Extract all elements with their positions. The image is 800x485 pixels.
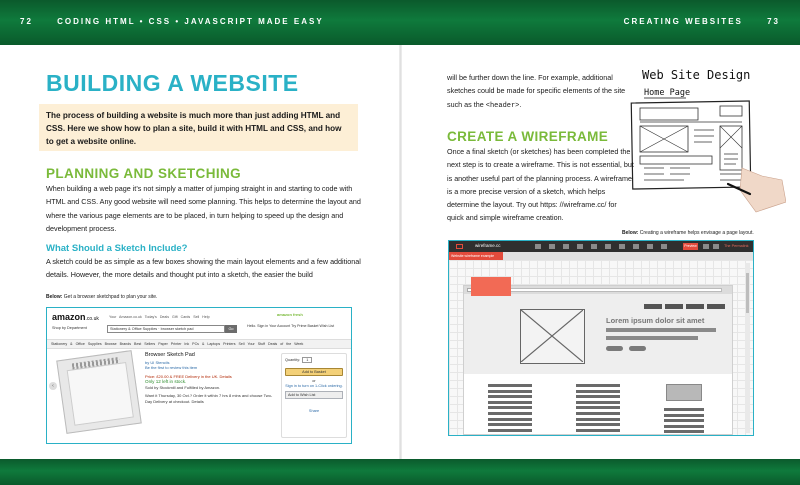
image-placeholder[interactable] bbox=[520, 309, 585, 364]
wireframe-browser-frame[interactable] bbox=[463, 285, 733, 435]
product-title: Browser Sketch Pad bbox=[145, 352, 195, 358]
amazon-fresh-badge[interactable]: amazon fresh bbox=[277, 312, 309, 322]
product-byline[interactable]: by UI Stencils bbox=[145, 359, 170, 365]
tool-icon[interactable] bbox=[577, 244, 583, 249]
canvas-scrollbar[interactable] bbox=[745, 263, 750, 433]
tool-icon[interactable] bbox=[647, 244, 653, 249]
amazon-top-links[interactable]: Your Amazon.co.uk Today's Deals Gift Cards Sell Help bbox=[109, 315, 210, 319]
amazon-account-menu[interactable]: Hello. Sign in Your Account Try Prime Basket Wish List bbox=[247, 324, 335, 328]
right-header-title: CREATING WEBSITES bbox=[623, 17, 743, 26]
sketch-title: Web Site Design bbox=[642, 68, 751, 82]
stock-status: Only 12 left in stock. bbox=[145, 379, 187, 384]
button-placeholder bbox=[629, 346, 646, 351]
tool-icon[interactable] bbox=[535, 244, 541, 249]
sketch-subtitle: Home Page bbox=[644, 88, 691, 98]
right-caption-label: Below: bbox=[622, 230, 639, 236]
add-to-wish-list-button[interactable]: Add to Wish List bbox=[285, 391, 343, 399]
wireframe-body: Once a final sketch (or sketches) has been completed the next step is to create a wireframe. This is not essential, but is another useful part of the planning process. A wireframe is a more precise version of a sketch, which helps determine the layout. Try out https: //wireframe.cc/ for quick and simple wireframe creation. bbox=[447, 147, 634, 223]
amazon-search-input[interactable]: Stationery & Office Supplies · browser sketch pad bbox=[107, 325, 225, 333]
page-title: BUILDING A WEBSITE bbox=[46, 70, 299, 96]
placeholder-x-icon bbox=[521, 310, 583, 362]
tool-icon[interactable] bbox=[619, 244, 625, 249]
text-line bbox=[606, 336, 698, 340]
text-column bbox=[488, 384, 532, 434]
left-page-number: 72 bbox=[20, 17, 33, 26]
intro-box bbox=[39, 104, 358, 151]
delivery-info: Want it Thursday, 30 Oct.? Order it within 7 hrs 8 mins and choose Two-Day Delivery at checkout. Details bbox=[145, 393, 273, 404]
text-column bbox=[664, 408, 704, 436]
review-link[interactable]: Be the first to review this item bbox=[145, 365, 198, 370]
wireframe-heading-text: Lorem ipsum dolor sit amet bbox=[606, 316, 705, 325]
footer-band bbox=[0, 459, 800, 485]
wireframe-hero bbox=[464, 294, 732, 374]
left-running-header bbox=[20, 17, 324, 26]
planning-heading: PLANNING AND SKETCHING bbox=[46, 166, 242, 181]
right-page-number: 73 bbox=[767, 17, 780, 26]
tool-icon[interactable] bbox=[591, 244, 597, 249]
sketch-body: A sketch could be as simple as a few boxes showing the main layout elements and a few additional details. However, the more details and thought put into a sketch, the easier the build bbox=[46, 257, 361, 280]
shop-by-department[interactable]: Shop by Department bbox=[52, 326, 87, 330]
wireframe-toolbar bbox=[449, 241, 753, 252]
amazon-logo: amazon.co.uk bbox=[52, 312, 99, 322]
continuation-text: will be further down the line. For example, additional sketches could be made for specific elements of the site such as the <header>. bbox=[447, 73, 626, 110]
product-details bbox=[145, 353, 275, 404]
amazon-header bbox=[47, 308, 351, 350]
project-link[interactable]: The Permalink bbox=[724, 244, 749, 248]
left-header-title: CODING HTML • CSS • JAVASCRIPT MADE EASY bbox=[57, 17, 324, 26]
wireframe-tab-bar bbox=[449, 252, 753, 260]
menu-icon[interactable] bbox=[713, 244, 719, 249]
preview-button[interactable]: Preview bbox=[684, 244, 697, 248]
tool-icon[interactable] bbox=[549, 244, 555, 249]
wireframe-heading: CREATE A WIREFRAME bbox=[447, 129, 609, 144]
right-caption-text: Creating a wireframe helps envisage a page layout. bbox=[639, 230, 754, 236]
settings-icon[interactable] bbox=[703, 244, 709, 249]
amazon-screenshot bbox=[46, 307, 352, 444]
tool-icon[interactable] bbox=[563, 244, 569, 249]
planning-body: When building a web page it’s not simply a matter of jumping straight in and starting to code with HTML and CSS. Any good website will need some planning. This helps to determine the layout and where the various page elements are to be placed, in turn helping to speed up the design and development process. bbox=[46, 184, 361, 233]
tool-icon[interactable] bbox=[661, 244, 667, 249]
left-caption bbox=[46, 294, 157, 300]
wireframe-app-name: wireframe.cc bbox=[475, 243, 501, 248]
button-placeholder bbox=[606, 346, 623, 351]
page-gutter bbox=[399, 45, 402, 459]
intro-text: The process of building a website is much more than just adding HTML and CSS. Here we show how to plan a site, build it with HTML and CSS, and how to get a website online. bbox=[46, 111, 342, 146]
right-caption bbox=[622, 230, 754, 236]
tool-icon[interactable] bbox=[605, 244, 611, 249]
product-price: Price: £20.00 & FREE Delivery in the UK. Details bbox=[145, 373, 232, 379]
amazon-category-nav[interactable]: Stationery & Office Supplies Browse Brands Best Sellers Paper Printer Ink PCs & Laptops Printers Sell Your Stuff Deals of the Week bbox=[47, 339, 351, 349]
quantity-select[interactable]: Quantity: 1 bbox=[285, 357, 343, 363]
text-line bbox=[606, 328, 716, 332]
wireframe-logo-icon[interactable] bbox=[456, 244, 463, 249]
or-separator: or bbox=[312, 379, 316, 383]
image-placeholder[interactable] bbox=[666, 384, 702, 401]
sketch-subheading: What Should a Sketch Include? bbox=[46, 243, 188, 254]
signin-link[interactable]: Sign in to turn on 1-Click ordering. bbox=[285, 384, 343, 388]
url-bar[interactable] bbox=[492, 288, 722, 292]
amazon-go-button[interactable]: Go bbox=[225, 325, 237, 333]
text-column bbox=[576, 384, 620, 434]
chevron-left-icon[interactable]: ‹ bbox=[49, 382, 57, 390]
tool-icon[interactable] bbox=[633, 244, 639, 249]
wireframe-tab[interactable]: Website wireframe example bbox=[449, 252, 503, 260]
right-running-header bbox=[624, 17, 780, 26]
add-to-basket-button[interactable]: Add to Basket bbox=[285, 368, 343, 376]
share-link[interactable]: Share bbox=[308, 409, 320, 413]
website-sketch-illustration bbox=[624, 62, 786, 222]
wireframe-screenshot bbox=[448, 240, 754, 436]
left-caption-label: Below: bbox=[46, 294, 63, 300]
buy-box bbox=[281, 353, 347, 438]
sketchpad-product-image bbox=[56, 350, 142, 434]
logo-placeholder[interactable] bbox=[471, 277, 511, 296]
seller-info: Sold by Stockmill and Fulfilled by Amazon. bbox=[145, 384, 221, 390]
header-code-tag: <header> bbox=[485, 101, 520, 110]
wireframe-nav-bars bbox=[644, 304, 728, 309]
left-caption-text: Get a browser sketchpad to plan your site. bbox=[63, 294, 158, 300]
